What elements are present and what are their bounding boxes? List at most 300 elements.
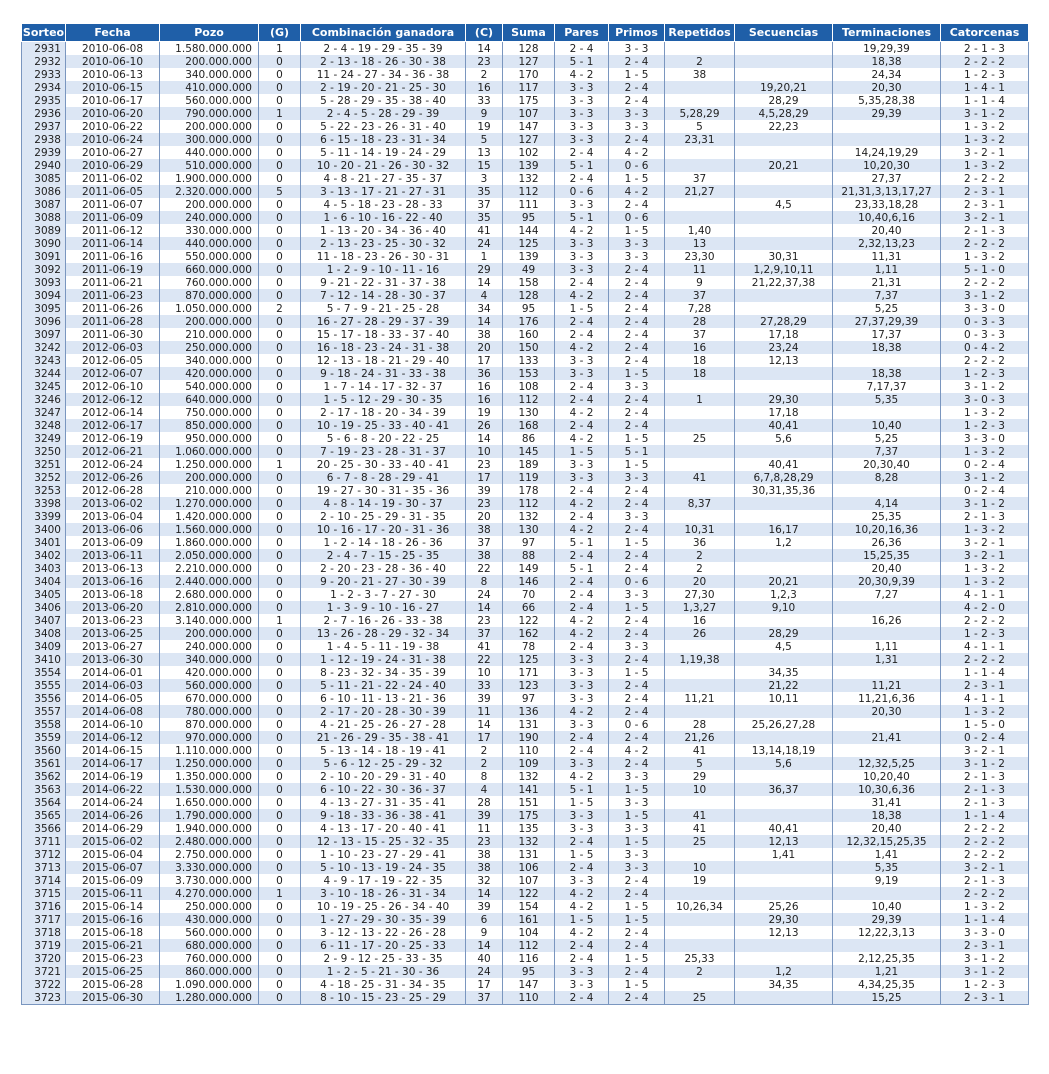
cell-fecha: 2010-06-22	[66, 120, 160, 133]
cell-fecha: 2014-06-15	[66, 744, 160, 757]
cell-primos: 1 - 5	[609, 783, 665, 796]
cell-primos: 1 - 5	[609, 666, 665, 679]
cell-pares: 5 - 1	[555, 783, 609, 796]
cell-suma: 112	[503, 185, 555, 198]
cell-primos: 1 - 5	[609, 978, 665, 991]
cell-ganadores: 0	[259, 562, 301, 575]
cell-terminaciones: 19,29,39	[833, 42, 941, 56]
cell-pozo: 760.000.000	[160, 952, 259, 965]
cell-secuencias: 10,11	[735, 692, 833, 705]
cell-terminaciones	[833, 666, 941, 679]
cell-catorcenas: 1 - 3 - 2	[941, 445, 1029, 458]
cell-pozo: 3.730.000.000	[160, 874, 259, 887]
cell-pozo: 2.050.000.000	[160, 549, 259, 562]
cell-pozo: 550.000.000	[160, 250, 259, 263]
cell-sorteo: 3251	[22, 458, 66, 471]
cell-pozo: 240.000.000	[160, 211, 259, 224]
cell-primos: 2 - 4	[609, 263, 665, 276]
cell-fecha: 2012-06-10	[66, 380, 160, 393]
cell-complementario: 41	[466, 224, 503, 237]
cell-combinacion-ganadora: 2 - 4 - 19 - 29 - 35 - 39	[301, 42, 466, 56]
cell-primos: 1 - 5	[609, 952, 665, 965]
cell-combinacion-ganadora: 4 - 9 - 17 - 19 - 22 - 35	[301, 874, 466, 887]
cell-complementario: 23	[466, 835, 503, 848]
cell-sorteo: 3717	[22, 913, 66, 926]
cell-combinacion-ganadora: 1 - 10 - 23 - 27 - 29 - 41	[301, 848, 466, 861]
cell-pares: 1 - 5	[555, 796, 609, 809]
cell-suma: 139	[503, 159, 555, 172]
cell-primos: 0 - 6	[609, 575, 665, 588]
cell-pares: 3 - 3	[555, 978, 609, 991]
table-row	[22, 900, 1029, 913]
cell-combinacion-ganadora: 4 - 5 - 18 - 23 - 28 - 33	[301, 198, 466, 211]
cell-repetidos: 18	[665, 354, 735, 367]
table-row	[22, 614, 1029, 627]
cell-primos: 1 - 5	[609, 172, 665, 185]
cell-sorteo: 3407	[22, 614, 66, 627]
cell-suma: 95	[503, 211, 555, 224]
cell-combinacion-ganadora: 2 - 10 - 25 - 29 - 31 - 35	[301, 510, 466, 523]
cell-catorcenas: 1 - 3 - 2	[941, 120, 1029, 133]
cell-combinacion-ganadora: 3 - 12 - 13 - 22 - 26 - 28	[301, 926, 466, 939]
table-row	[22, 913, 1029, 926]
cell-complementario: 40	[466, 952, 503, 965]
cell-terminaciones: 18,38	[833, 341, 941, 354]
cell-complementario: 37	[466, 536, 503, 549]
cell-suma: 123	[503, 679, 555, 692]
cell-fecha: 2011-06-07	[66, 198, 160, 211]
cell-catorcenas: 5 - 1 - 0	[941, 263, 1029, 276]
cell-suma: 122	[503, 887, 555, 900]
cell-suma: 97	[503, 692, 555, 705]
cell-catorcenas: 1 - 2 - 3	[941, 978, 1029, 991]
cell-catorcenas: 1 - 3 - 2	[941, 159, 1029, 172]
cell-suma: 127	[503, 133, 555, 146]
cell-repetidos: 8,37	[665, 497, 735, 510]
cell-complementario: 4	[466, 289, 503, 302]
cell-suma: 128	[503, 42, 555, 56]
cell-primos: 2 - 4	[609, 939, 665, 952]
cell-pozo: 340.000.000	[160, 653, 259, 666]
cell-fecha: 2015-06-23	[66, 952, 160, 965]
cell-sorteo: 3556	[22, 692, 66, 705]
cell-secuencias: 34,35	[735, 978, 833, 991]
cell-pozo: 200.000.000	[160, 627, 259, 640]
cell-catorcenas: 0 - 2 - 4	[941, 458, 1029, 471]
cell-repetidos: 37	[665, 172, 735, 185]
cell-ganadores: 0	[259, 679, 301, 692]
cell-complementario: 16	[466, 393, 503, 406]
cell-complementario: 38	[466, 848, 503, 861]
cell-sorteo: 2932	[22, 55, 66, 68]
cell-primos: 3 - 3	[609, 510, 665, 523]
cell-combinacion-ganadora: 6 - 11 - 17 - 20 - 25 - 33	[301, 939, 466, 952]
cell-secuencias	[735, 302, 833, 315]
cell-suma: 171	[503, 666, 555, 679]
cell-ganadores: 0	[259, 81, 301, 94]
cell-suma: 110	[503, 991, 555, 1005]
cell-primos: 0 - 6	[609, 159, 665, 172]
cell-combinacion-ganadora: 4 - 21 - 25 - 26 - 27 - 28	[301, 718, 466, 731]
cell-fecha: 2012-06-03	[66, 341, 160, 354]
cell-complementario: 14	[466, 601, 503, 614]
cell-terminaciones	[833, 601, 941, 614]
cell-fecha: 2014-06-22	[66, 783, 160, 796]
cell-sorteo: 3559	[22, 731, 66, 744]
cell-repetidos: 25,33	[665, 952, 735, 965]
cell-pares: 4 - 2	[555, 497, 609, 510]
cell-pozo: 1.650.000.000	[160, 796, 259, 809]
cell-suma: 95	[503, 965, 555, 978]
cell-complementario: 14	[466, 718, 503, 731]
cell-sorteo: 3560	[22, 744, 66, 757]
table-row	[22, 705, 1029, 718]
cell-ganadores: 0	[259, 822, 301, 835]
cell-complementario: 6	[466, 913, 503, 926]
cell-pares: 4 - 2	[555, 770, 609, 783]
cell-ganadores: 0	[259, 419, 301, 432]
cell-combinacion-ganadora: 5 - 10 - 13 - 19 - 24 - 35	[301, 861, 466, 874]
cell-repetidos: 18	[665, 367, 735, 380]
cell-primos: 2 - 4	[609, 523, 665, 536]
cell-catorcenas: 2 - 1 - 3	[941, 874, 1029, 887]
cell-sorteo: 2939	[22, 146, 66, 159]
cell-sorteo: 2931	[22, 42, 66, 56]
cell-terminaciones	[833, 718, 941, 731]
cell-secuencias: 5,6	[735, 757, 833, 770]
cell-pozo: 640.000.000	[160, 393, 259, 406]
cell-ganadores: 0	[259, 549, 301, 562]
cell-suma: 144	[503, 224, 555, 237]
cell-combinacion-ganadora: 11 - 18 - 23 - 26 - 30 - 31	[301, 250, 466, 263]
table-row	[22, 809, 1029, 822]
cell-terminaciones: 7,37	[833, 289, 941, 302]
cell-sorteo: 3555	[22, 679, 66, 692]
cell-secuencias: 12,13	[735, 835, 833, 848]
cell-combinacion-ganadora: 4 - 18 - 25 - 31 - 34 - 35	[301, 978, 466, 991]
cell-complementario: 36	[466, 367, 503, 380]
cell-sorteo: 3253	[22, 484, 66, 497]
table-row	[22, 991, 1029, 1005]
cell-fecha: 2014-06-01	[66, 666, 160, 679]
cell-ganadores: 0	[259, 445, 301, 458]
cell-pozo: 750.000.000	[160, 406, 259, 419]
cell-ganadores: 0	[259, 744, 301, 757]
cell-repetidos	[665, 94, 735, 107]
cell-fecha: 2013-06-04	[66, 510, 160, 523]
cell-catorcenas: 3 - 1 - 2	[941, 107, 1029, 120]
cell-suma: 175	[503, 94, 555, 107]
cell-complementario: 24	[466, 588, 503, 601]
cell-combinacion-ganadora: 1 - 12 - 19 - 24 - 31 - 38	[301, 653, 466, 666]
cell-pozo: 1.860.000.000	[160, 536, 259, 549]
cell-ganadores: 0	[259, 666, 301, 679]
cell-ganadores: 0	[259, 757, 301, 770]
cell-pares: 5 - 1	[555, 536, 609, 549]
cell-sorteo: 3093	[22, 276, 66, 289]
cell-repetidos: 37	[665, 289, 735, 302]
cell-catorcenas: 3 - 1 - 2	[941, 497, 1029, 510]
cell-secuencias: 20,21	[735, 575, 833, 588]
cell-terminaciones: 12,22,3,13	[833, 926, 941, 939]
column-header-suma: Suma	[503, 24, 555, 42]
cell-repetidos	[665, 198, 735, 211]
cell-terminaciones: 10,20,30	[833, 159, 941, 172]
cell-pozo: 1.420.000.000	[160, 510, 259, 523]
cell-suma: 108	[503, 380, 555, 393]
cell-repetidos: 10	[665, 861, 735, 874]
cell-suma: 107	[503, 874, 555, 887]
cell-combinacion-ganadora: 10 - 20 - 21 - 26 - 30 - 32	[301, 159, 466, 172]
cell-fecha: 2014-06-17	[66, 757, 160, 770]
cell-secuencias: 23,24	[735, 341, 833, 354]
cell-pares: 2 - 4	[555, 484, 609, 497]
cell-pares: 3 - 3	[555, 107, 609, 120]
cell-primos: 2 - 4	[609, 315, 665, 328]
cell-primos: 2 - 4	[609, 965, 665, 978]
cell-fecha: 2010-06-10	[66, 55, 160, 68]
table-row	[22, 263, 1029, 276]
cell-primos: 2 - 4	[609, 926, 665, 939]
table-row	[22, 731, 1029, 744]
cell-ganadores: 1	[259, 614, 301, 627]
table-row	[22, 276, 1029, 289]
cell-complementario: 14	[466, 276, 503, 289]
cell-sorteo: 3557	[22, 705, 66, 718]
cell-combinacion-ganadora: 2 - 17 - 18 - 20 - 34 - 39	[301, 406, 466, 419]
cell-secuencias: 40,41	[735, 458, 833, 471]
cell-sorteo: 3558	[22, 718, 66, 731]
cell-pares: 2 - 4	[555, 744, 609, 757]
cell-fecha: 2013-06-20	[66, 601, 160, 614]
table-row	[22, 770, 1029, 783]
cell-secuencias: 40,41	[735, 419, 833, 432]
table-row	[22, 419, 1029, 432]
cell-terminaciones: 7,17,37	[833, 380, 941, 393]
cell-terminaciones: 1,21	[833, 965, 941, 978]
cell-complementario: 34	[466, 302, 503, 315]
cell-terminaciones: 5,35,28,38	[833, 94, 941, 107]
cell-terminaciones: 25,35	[833, 510, 941, 523]
cell-secuencias	[735, 952, 833, 965]
cell-suma: 111	[503, 198, 555, 211]
cell-terminaciones	[833, 406, 941, 419]
cell-ganadores: 0	[259, 705, 301, 718]
cell-fecha: 2015-06-14	[66, 900, 160, 913]
cell-suma: 97	[503, 536, 555, 549]
cell-primos: 3 - 3	[609, 848, 665, 861]
cell-fecha: 2014-06-05	[66, 692, 160, 705]
cell-combinacion-ganadora: 9 - 20 - 21 - 27 - 30 - 39	[301, 575, 466, 588]
cell-secuencias: 30,31,35,36	[735, 484, 833, 497]
cell-suma: 110	[503, 744, 555, 757]
cell-sorteo: 2936	[22, 107, 66, 120]
cell-pozo: 2.440.000.000	[160, 575, 259, 588]
cell-combinacion-ganadora: 1 - 2 - 5 - 21 - 30 - 36	[301, 965, 466, 978]
cell-ganadores: 0	[259, 809, 301, 822]
cell-fecha: 2011-06-16	[66, 250, 160, 263]
cell-terminaciones	[833, 133, 941, 146]
cell-terminaciones: 24,34	[833, 68, 941, 81]
cell-suma: 150	[503, 341, 555, 354]
cell-secuencias: 16,17	[735, 523, 833, 536]
cell-combinacion-ganadora: 13 - 26 - 28 - 29 - 32 - 34	[301, 627, 466, 640]
cell-complementario: 32	[466, 874, 503, 887]
cell-complementario: 13	[466, 146, 503, 159]
cell-primos: 1 - 5	[609, 809, 665, 822]
cell-fecha: 2014-06-03	[66, 679, 160, 692]
cell-repetidos	[665, 679, 735, 692]
cell-repetidos: 10,31	[665, 523, 735, 536]
cell-pares: 3 - 3	[555, 692, 609, 705]
cell-combinacion-ganadora: 2 - 13 - 18 - 26 - 30 - 38	[301, 55, 466, 68]
cell-ganadores: 0	[259, 692, 301, 705]
table-row	[22, 965, 1029, 978]
cell-fecha: 2012-06-24	[66, 458, 160, 471]
cell-secuencias: 4,5	[735, 198, 833, 211]
cell-sorteo: 3403	[22, 562, 66, 575]
cell-ganadores: 0	[259, 484, 301, 497]
cell-pares: 3 - 3	[555, 133, 609, 146]
cell-pozo: 250.000.000	[160, 341, 259, 354]
cell-primos: 2 - 4	[609, 549, 665, 562]
cell-sorteo: 3409	[22, 640, 66, 653]
cell-pares: 2 - 4	[555, 510, 609, 523]
cell-primos: 2 - 4	[609, 276, 665, 289]
table-row	[22, 315, 1029, 328]
cell-repetidos	[665, 211, 735, 224]
cell-pozo: 870.000.000	[160, 718, 259, 731]
cell-primos: 4 - 2	[609, 146, 665, 159]
cell-suma: 135	[503, 822, 555, 835]
table-row	[22, 718, 1029, 731]
cell-secuencias: 21,22,37,38	[735, 276, 833, 289]
cell-combinacion-ganadora: 9 - 21 - 22 - 31 - 37 - 38	[301, 276, 466, 289]
cell-ganadores: 0	[259, 380, 301, 393]
cell-repetidos	[665, 978, 735, 991]
cell-complementario: 19	[466, 406, 503, 419]
cell-complementario: 33	[466, 679, 503, 692]
cell-repetidos: 23,30	[665, 250, 735, 263]
cell-suma: 112	[503, 393, 555, 406]
cell-suma: 133	[503, 354, 555, 367]
cell-fecha: 2014-06-10	[66, 718, 160, 731]
cell-combinacion-ganadora: 2 - 9 - 12 - 25 - 33 - 35	[301, 952, 466, 965]
cell-sorteo: 3399	[22, 510, 66, 523]
table-row	[22, 445, 1029, 458]
cell-suma: 131	[503, 848, 555, 861]
cell-combinacion-ganadora: 6 - 10 - 11 - 13 - 21 - 36	[301, 692, 466, 705]
cell-ganadores: 0	[259, 393, 301, 406]
table-row	[22, 484, 1029, 497]
cell-pares: 3 - 3	[555, 679, 609, 692]
cell-secuencias: 21,22	[735, 679, 833, 692]
cell-secuencias: 29,30	[735, 913, 833, 926]
cell-fecha: 2012-06-12	[66, 393, 160, 406]
cell-suma: 161	[503, 913, 555, 926]
cell-repetidos: 20	[665, 575, 735, 588]
cell-sorteo: 3091	[22, 250, 66, 263]
cell-primos: 1 - 5	[609, 601, 665, 614]
cell-repetidos: 37	[665, 328, 735, 341]
cell-primos: 3 - 3	[609, 770, 665, 783]
cell-secuencias: 22,23	[735, 120, 833, 133]
cell-terminaciones: 27,37	[833, 172, 941, 185]
cell-fecha: 2015-06-16	[66, 913, 160, 926]
cell-catorcenas: 2 - 2 - 2	[941, 55, 1029, 68]
cell-suma: 128	[503, 289, 555, 302]
cell-terminaciones: 4,34,25,35	[833, 978, 941, 991]
cell-catorcenas: 2 - 2 - 2	[941, 822, 1029, 835]
cell-repetidos: 23,31	[665, 133, 735, 146]
cell-ganadores: 0	[259, 835, 301, 848]
cell-complementario: 38	[466, 861, 503, 874]
cell-sorteo: 3398	[22, 497, 66, 510]
cell-primos: 1 - 5	[609, 913, 665, 926]
cell-terminaciones: 12,32,5,25	[833, 757, 941, 770]
cell-ganadores: 0	[259, 172, 301, 185]
cell-pozo: 250.000.000	[160, 900, 259, 913]
cell-pares: 2 - 4	[555, 328, 609, 341]
cell-primos: 2 - 4	[609, 198, 665, 211]
cell-pares: 2 - 4	[555, 276, 609, 289]
cell-pozo: 1.050.000.000	[160, 302, 259, 315]
cell-sorteo: 2934	[22, 81, 66, 94]
cell-ganadores: 0	[259, 146, 301, 159]
cell-repetidos	[665, 406, 735, 419]
cell-combinacion-ganadora: 3 - 10 - 18 - 26 - 31 - 34	[301, 887, 466, 900]
cell-sorteo: 3565	[22, 809, 66, 822]
cell-primos: 5 - 1	[609, 445, 665, 458]
cell-pozo: 1.560.000.000	[160, 523, 259, 536]
cell-complementario: 17	[466, 471, 503, 484]
cell-fecha: 2015-06-07	[66, 861, 160, 874]
cell-complementario: 23	[466, 55, 503, 68]
table-row	[22, 796, 1029, 809]
cell-secuencias	[735, 497, 833, 510]
cell-combinacion-ganadora: 1 - 3 - 9 - 10 - 16 - 27	[301, 601, 466, 614]
cell-terminaciones: 16,26	[833, 614, 941, 627]
cell-primos: 2 - 4	[609, 991, 665, 1005]
cell-sorteo: 3252	[22, 471, 66, 484]
cell-primos: 1 - 5	[609, 367, 665, 380]
cell-secuencias	[735, 42, 833, 56]
cell-pozo: 440.000.000	[160, 237, 259, 250]
cell-fecha: 2011-06-30	[66, 328, 160, 341]
cell-suma: 125	[503, 653, 555, 666]
cell-repetidos: 21,26	[665, 731, 735, 744]
cell-combinacion-ganadora: 9 - 18 - 33 - 36 - 38 - 41	[301, 809, 466, 822]
cell-repetidos	[665, 666, 735, 679]
table-row	[22, 497, 1029, 510]
cell-ganadores: 1	[259, 42, 301, 56]
cell-fecha: 2012-06-19	[66, 432, 160, 445]
cell-ganadores: 0	[259, 315, 301, 328]
cell-complementario: 19	[466, 120, 503, 133]
table-row	[22, 549, 1029, 562]
cell-primos: 1 - 5	[609, 835, 665, 848]
cell-pares: 3 - 3	[555, 757, 609, 770]
cell-terminaciones: 20,40	[833, 562, 941, 575]
cell-ganadores: 0	[259, 848, 301, 861]
cell-secuencias: 28,29	[735, 94, 833, 107]
cell-fecha: 2015-06-25	[66, 965, 160, 978]
cell-repetidos: 19	[665, 874, 735, 887]
cell-secuencias	[735, 549, 833, 562]
cell-sorteo: 3401	[22, 536, 66, 549]
cell-pares: 4 - 2	[555, 900, 609, 913]
cell-secuencias: 30,31	[735, 250, 833, 263]
